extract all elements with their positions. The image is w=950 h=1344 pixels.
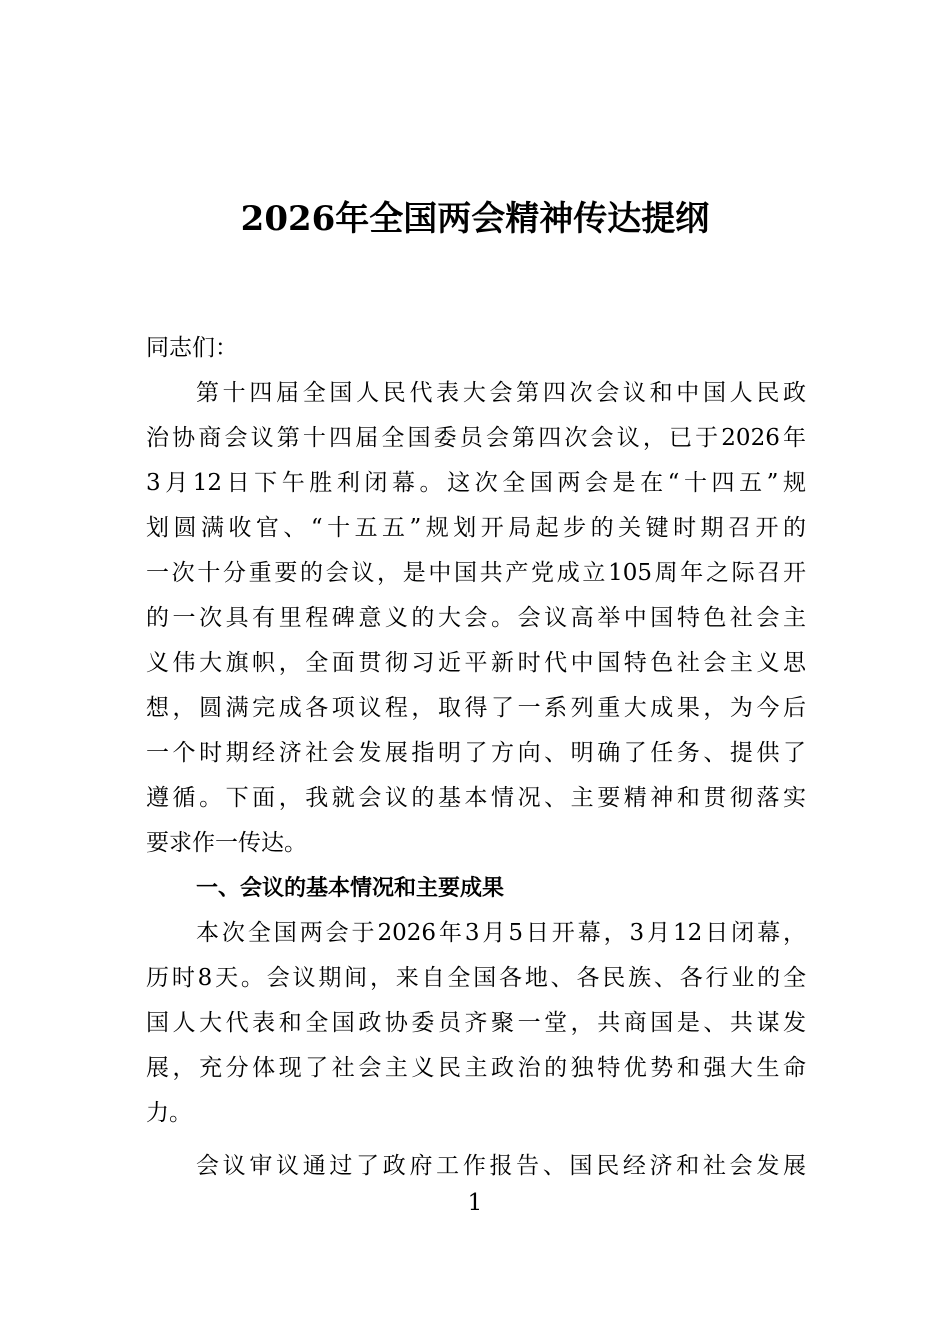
text-line: 会议审议通过了政府工作报告、国民经济和社会发展 xyxy=(196,1153,806,1179)
paragraph-basic-info xyxy=(146,911,806,1136)
text-line: 3月12日下午胜利闭幕。这次全国两会是在“十四五”规 xyxy=(146,470,806,496)
section-heading: 一、会议的基本情况和主要成果 xyxy=(196,876,505,901)
text-line: 历时8天。会议期间，来自全国各地、各民族、各行业的全 xyxy=(146,965,806,991)
salutation: 同志们： xyxy=(146,335,238,361)
text-line: 的一次具有里程碑意义的大会。会议高举中国特色社会主 xyxy=(146,605,806,631)
text-line: 展，充分体现了社会主义民主政治的独特优势和强大生命 xyxy=(146,1055,806,1081)
text-line: 力。 xyxy=(146,1100,192,1126)
document-title: 2026年全国两会精神传达提纲 xyxy=(240,199,710,239)
text-line: 国人大代表和全国政协委员齐聚一堂，共商国是、共谋发 xyxy=(146,1010,806,1036)
paragraph-intro xyxy=(146,371,806,866)
text-line: 划圆满收官、“十五五”规划开局起步的关键时期召开的 xyxy=(146,515,806,541)
text-line: 想，圆满完成各项议程，取得了一系列重大成果，为今后 xyxy=(146,695,806,721)
text-line: 义伟大旗帜，全面贯彻习近平新时代中国特色社会主义思 xyxy=(146,650,806,676)
text-line: 要求作一传达。 xyxy=(146,830,307,856)
page-number: 1 xyxy=(467,1190,483,1216)
text-line: 第十四届全国人民代表大会第四次会议和中国人民政 xyxy=(196,380,806,406)
text-line: 本次全国两会于2026年3月5日开幕，3月12日闭幕， xyxy=(196,920,806,946)
text-line: 一次十分重要的会议，是中国共产党成立105周年之际召开 xyxy=(146,560,806,586)
text-line: 遵循。下面，我就会议的基本情况、主要精神和贯彻落实 xyxy=(146,785,806,811)
paragraph-review xyxy=(146,1144,806,1189)
text-line: 治协商会议第十四届全国委员会第四次会议，已于2026年 xyxy=(146,425,806,451)
text-line: 一个时期经济社会发展指明了方向、明确了任务、提供了 xyxy=(146,740,806,766)
document-body xyxy=(146,326,806,1189)
